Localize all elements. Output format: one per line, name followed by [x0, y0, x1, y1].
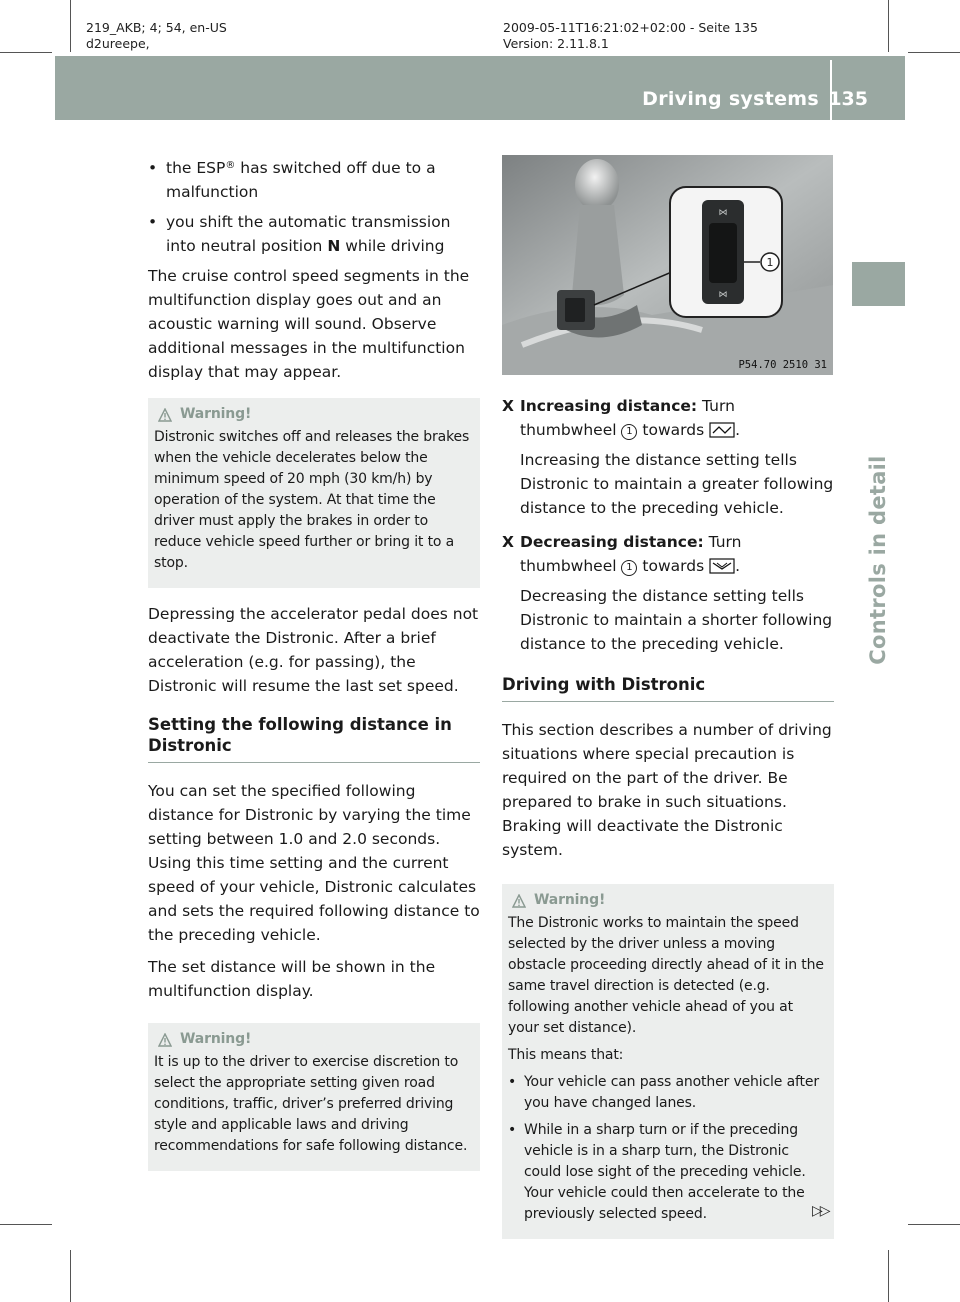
crop-mark [888, 1250, 889, 1302]
step-label: Decreasing distance: [520, 533, 704, 551]
paragraph: The set distance will be shown in the multifunction display. [148, 958, 436, 1000]
crop-mark [888, 0, 889, 52]
warning-text: This means that: [508, 1047, 624, 1063]
chapter-header-bar [55, 56, 905, 120]
section-side-tab [852, 262, 905, 306]
crop-mark [908, 52, 960, 53]
crop-mark [70, 1250, 71, 1302]
paragraph: This section describes a number of driving situations where special precaution is required on the part of the driver. Be prepared to brake in such situations. Braking will deactivate the Distronic system. [502, 721, 832, 859]
instruction-step: X Increasing distance: Turn thumbwheel 1 towards . Increasing the distance setting tells Distronic to maintain a greater following distance to the preceding vehicle. [502, 394, 834, 520]
paragraph: The cruise control speed segments in the multifunction display goes out and an acoustic warning will sound. Observe additional messages in the multifunction display that may appear. [148, 267, 470, 381]
warning-text: Distronic switches off and releases the brakes when the vehicle decelerates below the minimum speed of 20 mph (30 km/h) by operation of the system. At that time the driver must apply the brakes in order to reduce vehicle speed further or bring it to a stop. [154, 429, 470, 571]
list-item [148, 210, 480, 258]
step-description: Decreasing the distance setting tells Distronic to maintain a shorter following distance to the preceding vehicle. [520, 587, 833, 653]
thumbwheel-callout: 1 [621, 560, 637, 576]
warning-triangle-icon [158, 1033, 172, 1047]
section-heading: Setting the following distance in Distronic [148, 714, 480, 763]
section-side-label: Controls in detail [866, 455, 890, 665]
bullet-text: has switched off due to a malfunction [166, 159, 436, 201]
step-label: Increasing distance: [520, 397, 698, 415]
bullet-text: while driving [340, 237, 445, 255]
thumbwheel-callout: 1 [621, 424, 637, 440]
increase-distance-icon [709, 422, 735, 438]
list-item [148, 156, 480, 204]
gear-position: N [327, 237, 341, 255]
right-column [502, 394, 834, 1253]
step-marker-icon: X [502, 397, 514, 415]
paragraph: You can set the specified following distance for Distronic by varying the time setting between 1.0 and 2.0 seconds. Using this time setting and the current speed of your vehicle, Distronic calculates and sets the required following distance to the preceding vehicle. [148, 782, 480, 944]
crop-mark [70, 0, 71, 52]
bullet-icon: • [148, 213, 158, 231]
list-item [508, 1120, 828, 1225]
continue-next-page-icon: ▷▷ [812, 1203, 828, 1219]
step-text: towards [637, 421, 710, 439]
print-meta-user: d2ureepe, [86, 36, 150, 51]
chapter-title: Driving systems [642, 88, 819, 110]
print-meta-version: Version: 2.11.8.1 [503, 36, 609, 51]
warning-box [148, 398, 480, 588]
figure-callout-number: 1 [766, 256, 774, 269]
svg-text:⋈: ⋈ [718, 290, 728, 300]
warning-title: Warning! [180, 1031, 252, 1047]
page-number: 135 [828, 88, 868, 110]
registered-mark: ® [225, 160, 236, 171]
bullet-icon: • [508, 1074, 517, 1090]
paragraph: Depressing the accelerator pedal does not deactivate the Distronic. After a brief acceleration (e.g. for passing), the Distronic will resume the last set speed. [148, 605, 479, 695]
crop-mark [0, 52, 52, 53]
bullet-text: Your vehicle can pass another vehicle after you have changed lanes. [524, 1074, 819, 1111]
crop-mark [0, 1224, 52, 1225]
warning-triangle-icon [512, 894, 526, 908]
left-column [148, 156, 480, 1185]
instruction-step: X Decreasing distance: Turn thumbwheel 1 towards . Decreasing the distance setting tells Distronic to maintain a shorter following distance to the preceding vehicle. [502, 530, 834, 656]
print-meta-left [86, 20, 227, 52]
bullet-icon: • [148, 159, 158, 177]
warning-box [502, 884, 834, 1239]
figure-reference: P54.70 2510 31 [738, 359, 827, 371]
bullet-icon: • [508, 1122, 517, 1138]
decrease-distance-icon [709, 558, 735, 574]
section-heading: Driving with Distronic [502, 674, 834, 702]
warning-text: The Distronic works to maintain the speed selected by the driver unless a moving obstacle proceeding directly ahead of it in the same travel direction is detected (e.g. following another vehicle ahead of you at your set distance). [508, 915, 824, 1036]
warning-triangle-icon [158, 408, 172, 422]
warning-text: It is up to the driver to exercise discretion to select the appropriate setting given road conditions, traffic, driver’s preferred driving style and applicable laws and driving recommendations for safe following distance. [154, 1054, 468, 1154]
step-description: Increasing the distance setting tells Distronic to maintain a greater following distance to the preceding vehicle. [520, 451, 834, 517]
svg-text:⋈: ⋈ [718, 208, 728, 218]
print-meta-doc-id: 219_AKB; 4; 54, en-US [86, 20, 227, 35]
crop-mark [908, 1224, 960, 1225]
warning-title: Warning! [534, 892, 606, 908]
step-text: Turn thumbwheel [520, 533, 742, 575]
thumbwheel-photo [502, 155, 833, 375]
bullet-text: you shift the automatic transmission into neutral position [166, 213, 451, 255]
warning-title: Warning! [180, 406, 252, 422]
step-marker-icon: X [502, 533, 514, 551]
print-meta-timestamp: 2009-05-11T16:21:02+02:00 - Seite 135 [503, 20, 758, 35]
step-text: towards [637, 557, 710, 575]
bullet-text: the ESP [166, 159, 226, 177]
list-item [508, 1072, 828, 1114]
console-photo-illustration [502, 155, 833, 375]
bullet-text: While in a sharp turn or if the preceding vehicle is in a sharp turn, the Distronic could lose sight of the preceding vehicle. Your vehicle could then accelerate to the previously selected speed. [524, 1122, 806, 1222]
warning-box [148, 1023, 480, 1171]
step-text: Turn thumbwheel [520, 397, 735, 439]
print-meta-right [503, 20, 758, 52]
